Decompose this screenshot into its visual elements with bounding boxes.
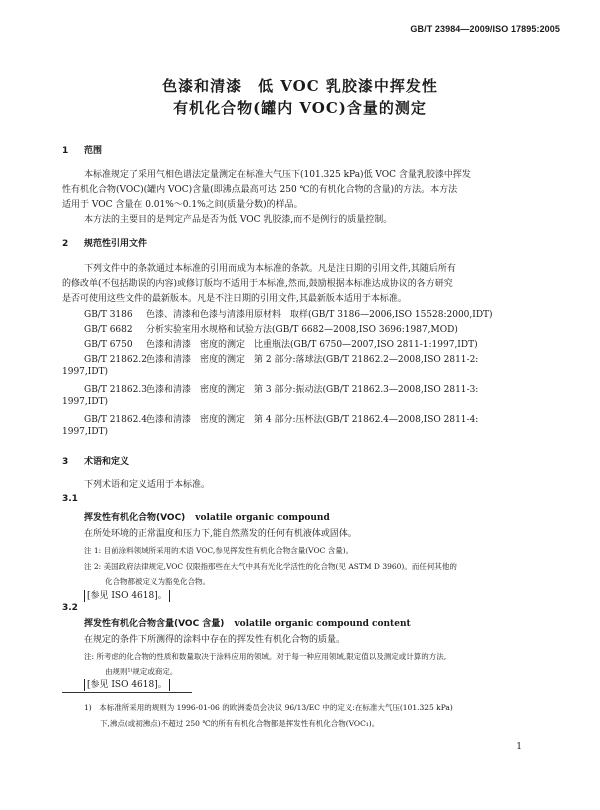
section-2-heading [62, 236, 147, 249]
reference-continuation: 1997,IDT) [62, 367, 109, 377]
term-source: [参见 ISO 4618]。 [84, 590, 170, 602]
section-number: 2 [62, 239, 69, 249]
reference-code: GB/T 21862.3 [84, 385, 147, 395]
clause-number: 3.1 [62, 494, 78, 504]
term-note-continuation: 由规则¹⁾规定或商定。 [105, 667, 178, 676]
section-number: 3 [62, 457, 69, 467]
term-name: 挥发性有机化合物含量(VOC 含量) [84, 619, 225, 629]
reference-text: 色漆、清漆和色漆与清漆用原材料 取样(GB/T 3186—2006,ISO 15528:2000,IDT) [146, 310, 493, 320]
section-3-heading [62, 454, 129, 467]
standard-code: GB/T 23984—2009/ISO 17895:2005 [410, 24, 560, 34]
term-note: 注 2: 美国政府法律规定,VOC 仅限指那些在大气中具有光化学活性的化合物(见 ASTM D 3960)。而任何其他的 [84, 562, 457, 571]
section-2-paragraph-line: 下列文件中的条款通过本标准的引用而成为本标准的条款。凡是注日期的引用文件,其随后所有 [84, 264, 456, 274]
clause-number: 3.2 [62, 603, 78, 613]
section-2-paragraph-line: 的修改单(不包括勘误的内容)或修订版均不适用于本标准,然而,鼓励根据本标准达成协议的各方研究 [62, 279, 453, 289]
reference-text: 色漆和清漆 密度的测定 第 2 部分:落球法(GB/T 21862.2—2008,ISO 2811-2: [146, 355, 479, 365]
footnote-separator [62, 692, 192, 693]
document-title-line2: 有机化合物(罐内 VOC)含量的测定 [173, 99, 427, 117]
section-1-paragraph-line: 性有机化合物(VOC)(罐内 VOC)含量(即沸点最高可达 250 ℃的有机化合物的含量)的方法。本方法 [62, 185, 458, 195]
reference-text: 色漆和清漆 密度的测定 第 4 部分:压杯法(GB/T 21862.4—2008,ISO 2811-4: [146, 415, 479, 425]
reference-item [84, 322, 458, 335]
reference-item [84, 307, 493, 320]
section-1-paragraph-line: 本方法的主要目的是判定产品是否为低 VOC 乳胶漆,而不是例行的质量控制。 [84, 215, 393, 225]
document-title-line1: 色漆和清漆 低 VOC 乳胶漆中挥发性 [162, 77, 438, 95]
reference-text: 色漆和清漆 密度的测定 第 3 部分:振动法(GB/T 21862.3—2008,ISO 2811-3: [146, 385, 479, 395]
term-note: 注: 所考虑的化合物的性质和数量取决于涂料应用的领域。对于每一种应用领域,限定值以及测定或计算的方法, [84, 652, 447, 661]
section-1-paragraph-line: 适用于 VOC 含量在 0.01%～0.1%之间(质量分数)的样品。 [62, 200, 303, 210]
reference-code: GB/T 6682 [84, 325, 133, 335]
reference-item [84, 337, 478, 350]
term-note: 注 1: 目前涂料领域所采用的术语 VOC,参见挥发性有机化合物含量(VOC 含量)。 [84, 546, 354, 555]
reference-item [84, 352, 478, 365]
reference-item [84, 382, 478, 395]
reference-continuation: 1997,IDT) [62, 397, 109, 407]
section-1-paragraph-line: 本标准规定了采用气相色谱法定量测定在标准大气压下(101.325 kPa)低 VOC 含量乳胶漆中挥发 [84, 170, 471, 180]
page-number: 1 [516, 742, 522, 752]
reference-text: 色漆和清漆 密度的测定 比重瓶法(GB/T 6750—2007,ISO 2811-1:1997,IDT) [146, 340, 478, 350]
section-title: 术语和定义 [84, 457, 130, 467]
term-entry [84, 616, 411, 629]
footnote-line: 下,沸点(或初沸点)不超过 250 ℃的所有有机化合物都是挥发性有机化合物(VOC₁)。 [100, 719, 380, 728]
section-title: 规范性引用文件 [84, 239, 148, 249]
reference-text: 分析实验室用水规格和试验方法(GB/T 6682—2008,ISO 3696:1987,MOD) [146, 325, 458, 335]
term-english: volatile organic compound content [234, 619, 411, 629]
section-title: 范围 [84, 146, 103, 156]
section-number: 1 [62, 146, 69, 156]
reference-code: GB/T 3186 [84, 310, 133, 320]
section-2-paragraph-line: 是否可使用这些文件的最新版本。凡是不注日期的引用文件,其最新版本适用于本标准。 [62, 294, 407, 304]
section-3-paragraph-line: 下列术语和定义适用于本标准。 [84, 480, 211, 490]
term-source: [参见 ISO 4618]。 [84, 679, 170, 691]
term-english: volatile organic compound [195, 513, 330, 523]
reference-item [84, 412, 478, 425]
reference-code: GB/T 6750 [84, 340, 133, 350]
term-entry [84, 510, 330, 523]
section-1-heading [62, 143, 102, 156]
reference-continuation: 1997,IDT) [62, 427, 109, 437]
reference-code: GB/T 21862.2 [84, 355, 147, 365]
term-definition: 在所处环境的正常温度和压力下,能自然蒸发的任何有机液体或固体。 [84, 529, 357, 539]
footnote-line: 1) 本标准所采用的规则为 1996-01-06 的欧洲委员会决议 96/13/EC 中的定义:在标准大气压(101.325 kPa) [84, 703, 453, 712]
term-definition: 在规定的条件下所测得的涂料中存在的挥发性有机化合物的质量。 [84, 635, 346, 645]
term-name: 挥发性有机化合物(VOC) [84, 513, 186, 523]
term-note-continuation: 化合物都被定义为豁免化合物。 [105, 577, 210, 586]
reference-code: GB/T 21862.4 [84, 415, 147, 425]
